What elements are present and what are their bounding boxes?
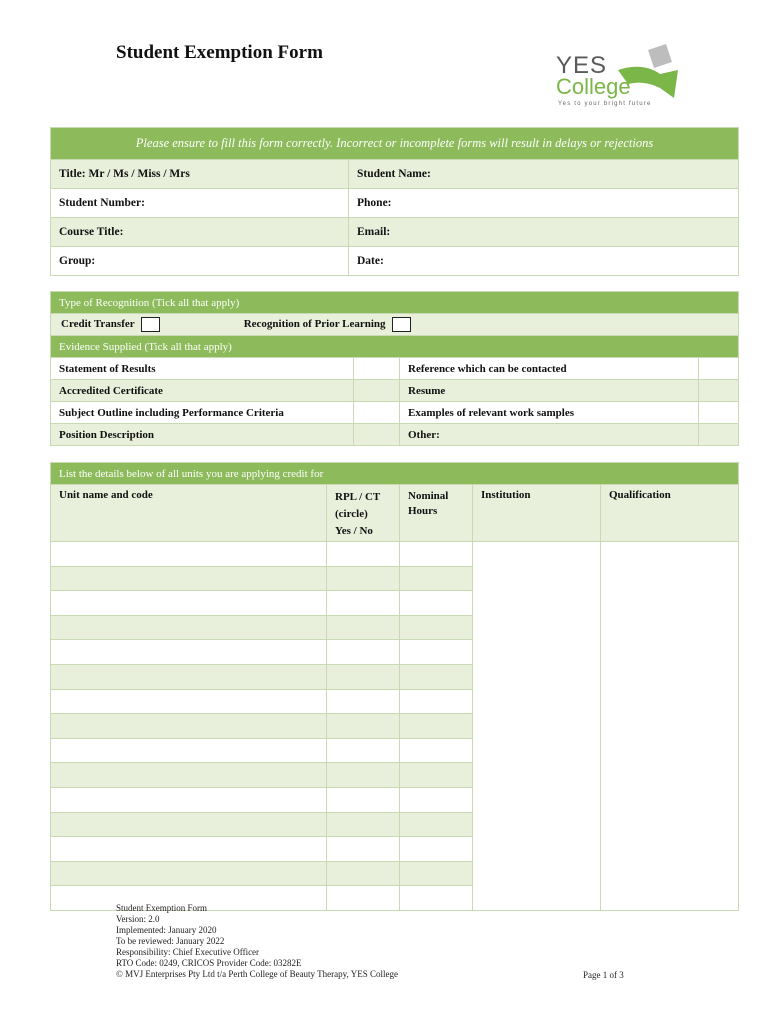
hours-cell[interactable]	[400, 615, 473, 640]
hours-cell[interactable]	[400, 812, 473, 837]
col-nominal-hours-line: Hours	[408, 505, 438, 517]
unit-name-cell[interactable]	[51, 542, 327, 567]
col-rpl-ct-line: RPL / CT	[335, 491, 381, 503]
evidence-label: Reference which can be contacted	[400, 358, 699, 380]
footer-line: © MVJ Enterprises Pty Ltd t/a Perth College of Beauty Therapy, YES College	[116, 969, 398, 979]
rpl-label: Recognition of Prior Learning	[243, 318, 386, 331]
group-field[interactable]: Group:	[51, 247, 349, 276]
hours-cell[interactable]	[400, 861, 473, 886]
rpl-cell[interactable]	[327, 542, 400, 567]
unit-name-cell[interactable]	[51, 738, 327, 763]
footer-line: RTO Code: 0249, CRICOS Provider Code: 03282E	[116, 958, 302, 968]
qualification-cell[interactable]	[601, 542, 739, 911]
hours-cell[interactable]	[400, 542, 473, 567]
logo-text-yes: YES	[556, 52, 608, 79]
rpl-cell[interactable]	[327, 812, 400, 837]
rpl-cell[interactable]	[327, 837, 400, 862]
evidence-label: Resume	[400, 380, 699, 402]
document-footer	[116, 903, 398, 980]
rpl-cell[interactable]	[327, 738, 400, 763]
evidence-header: Evidence Supplied (Tick all that apply)	[51, 336, 739, 358]
student-name-field[interactable]: Student Name:	[349, 160, 739, 189]
col-rpl-ct	[327, 485, 400, 542]
col-nominal-hours	[400, 485, 473, 542]
col-rpl-ct-line: Yes / No	[335, 525, 373, 537]
unit-name-cell[interactable]	[51, 763, 327, 788]
unit-name-cell[interactable]	[51, 689, 327, 714]
footer-line: Version: 2.0	[116, 914, 160, 924]
form-notice: Please ensure to fill this form correctly. Incorrect or incomplete forms will result in delays or rejections	[51, 128, 739, 160]
logo-text-college: College	[556, 74, 631, 99]
credit-transfer-checkbox[interactable]	[141, 317, 160, 332]
rpl-cell[interactable]	[327, 640, 400, 665]
evidence-checkbox[interactable]	[699, 358, 739, 380]
unit-name-cell[interactable]	[51, 615, 327, 640]
col-qualification: Qualification	[601, 485, 739, 542]
page-number: Page 1 of 3	[583, 970, 624, 980]
course-title-field[interactable]: Course Title:	[51, 218, 349, 247]
rpl-cell[interactable]	[327, 664, 400, 689]
evidence-label: Statement of Results	[51, 358, 354, 380]
col-institution: Institution	[473, 485, 601, 542]
hours-cell[interactable]	[400, 664, 473, 689]
unit-name-cell[interactable]	[51, 787, 327, 812]
hours-cell[interactable]	[400, 566, 473, 591]
rpl-cell[interactable]	[327, 714, 400, 739]
hours-cell[interactable]	[400, 787, 473, 812]
evidence-label: Subject Outline including Performance Criteria	[51, 402, 354, 424]
hours-cell[interactable]	[400, 837, 473, 862]
rpl-cell[interactable]	[327, 615, 400, 640]
evidence-checkbox[interactable]	[354, 424, 400, 446]
evidence-checkbox[interactable]	[354, 358, 400, 380]
credit-transfer-label: Credit Transfer	[61, 318, 135, 331]
rpl-cell[interactable]	[327, 861, 400, 886]
title-field[interactable]: Title: Mr / Ms / Miss / Mrs	[51, 160, 349, 189]
unit-name-cell[interactable]	[51, 566, 327, 591]
evidence-label: Position Description	[51, 424, 354, 446]
date-field[interactable]: Date:	[349, 247, 739, 276]
evidence-label: Examples of relevant work samples	[400, 402, 699, 424]
rpl-cell[interactable]	[327, 566, 400, 591]
hours-cell[interactable]	[400, 689, 473, 714]
unit-name-cell[interactable]	[51, 812, 327, 837]
hours-cell[interactable]	[400, 886, 473, 911]
institution-cell[interactable]	[473, 542, 601, 911]
evidence-label: Other:	[400, 424, 699, 446]
footer-line: Student Exemption Form	[116, 903, 207, 913]
college-logo	[548, 40, 688, 112]
hours-cell[interactable]	[400, 591, 473, 616]
hours-cell[interactable]	[400, 738, 473, 763]
hours-cell[interactable]	[400, 640, 473, 665]
hours-cell[interactable]	[400, 714, 473, 739]
col-unit-name: Unit name and code	[51, 485, 327, 542]
recognition-table	[50, 291, 739, 446]
footer-line: Implemented: January 2020	[116, 925, 217, 935]
rpl-cell[interactable]	[327, 689, 400, 714]
evidence-checkbox[interactable]	[354, 380, 400, 402]
phone-field[interactable]: Phone:	[349, 189, 739, 218]
evidence-label: Accredited Certificate	[51, 380, 354, 402]
student-details-table	[50, 127, 739, 276]
col-nominal-hours-line: Nominal	[408, 490, 449, 502]
units-table	[50, 462, 739, 911]
footer-line: Responsibility: Chief Executive Officer	[116, 947, 260, 957]
unit-name-cell[interactable]	[51, 591, 327, 616]
page-title: Student Exemption Form	[116, 42, 323, 63]
logo-tagline: Yes to your bright future	[558, 101, 652, 107]
unit-name-cell[interactable]	[51, 714, 327, 739]
unit-name-cell[interactable]	[51, 837, 327, 862]
units-header: List the details below of all units you are applying credit for	[51, 463, 739, 485]
student-number-field[interactable]: Student Number:	[51, 189, 349, 218]
rpl-cell[interactable]	[327, 763, 400, 788]
rpl-cell[interactable]	[327, 591, 400, 616]
footer-line: To be reviewed: January 2022	[116, 936, 225, 946]
recognition-header: Type of Recognition (Tick all that apply)	[51, 292, 739, 314]
email-field[interactable]: Email:	[349, 218, 739, 247]
hours-cell[interactable]	[400, 763, 473, 788]
evidence-checkbox[interactable]	[699, 380, 739, 402]
unit-name-cell[interactable]	[51, 664, 327, 689]
rpl-checkbox[interactable]	[392, 317, 411, 332]
evidence-checkbox[interactable]	[699, 402, 739, 424]
evidence-checkbox[interactable]	[699, 424, 739, 446]
col-rpl-ct-line: (circle)	[335, 508, 368, 520]
unit-name-cell[interactable]	[51, 861, 327, 886]
unit-name-cell[interactable]	[51, 640, 327, 665]
evidence-checkbox[interactable]	[354, 402, 400, 424]
rpl-cell[interactable]	[327, 787, 400, 812]
